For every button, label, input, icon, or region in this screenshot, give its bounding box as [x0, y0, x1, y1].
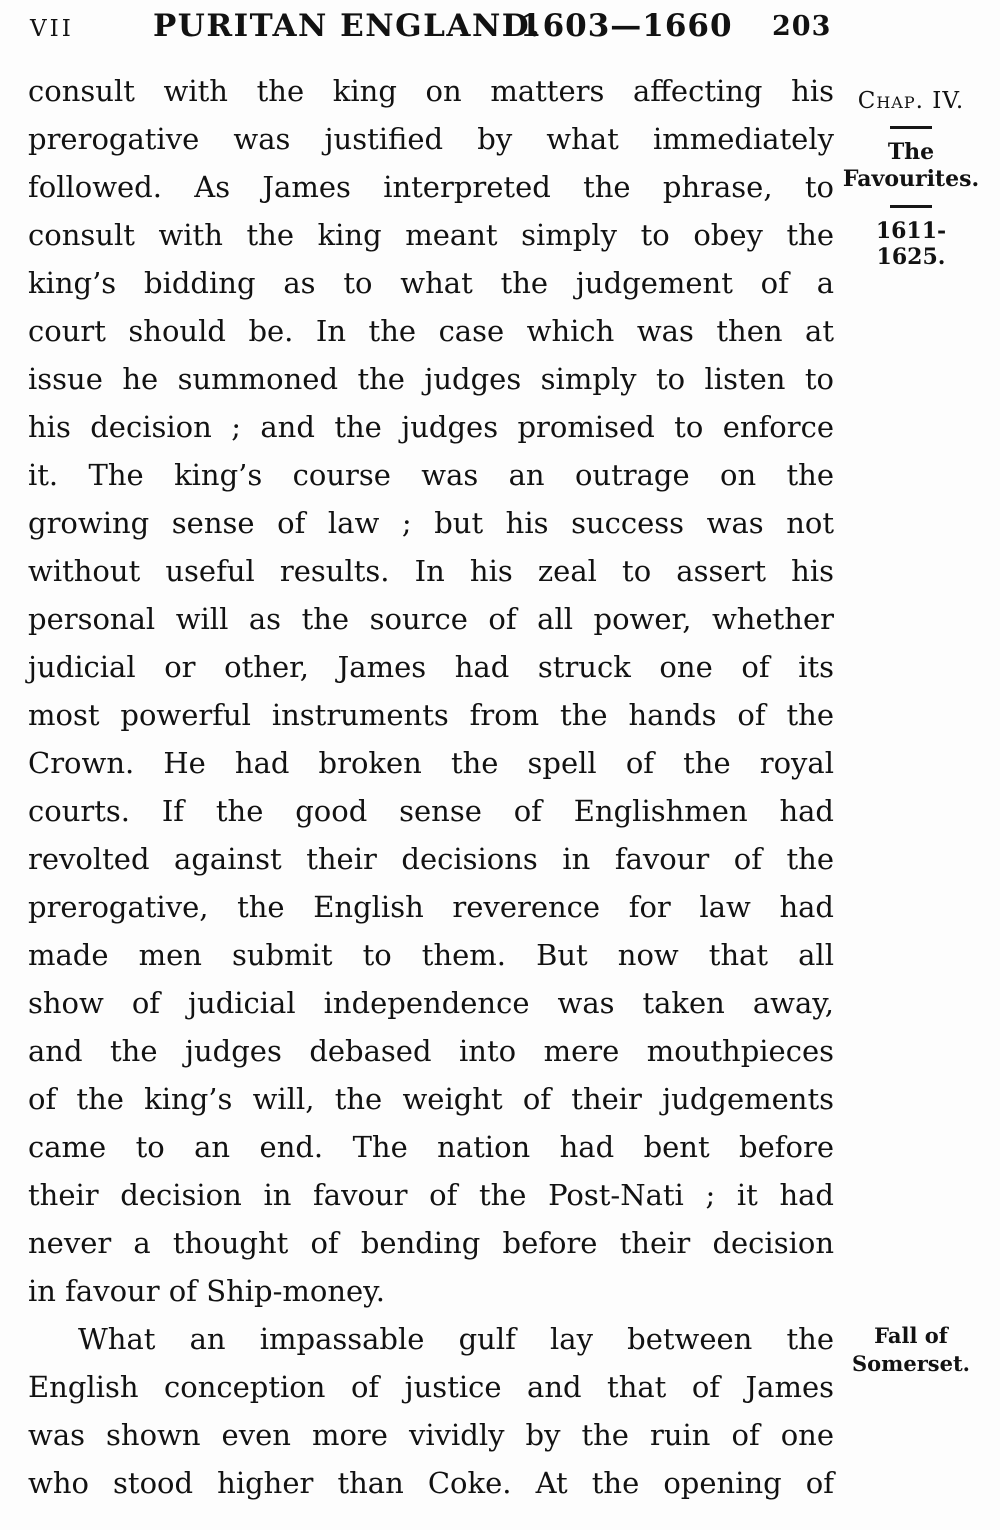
text-line: came to an end. The nation had bent before — [28, 1130, 834, 1164]
text-line: was shown even more vividly by the ruin of one — [28, 1418, 834, 1452]
text-line: show of judicial independence was taken away, — [28, 986, 834, 1020]
margin-note-section: Fall of Somerset. — [851, 1323, 970, 1376]
text-line: English conception of justice and that of James — [28, 1370, 834, 1404]
text-line: consult with the king on matters affecting his — [28, 74, 834, 108]
text-line: never a thought of bending before their decision — [28, 1226, 834, 1260]
text-line: and the judges debased into mere mouthpieces — [28, 1034, 834, 1068]
text-line: who stood higher than Coke. At the opening of — [28, 1466, 834, 1500]
text-line: followed. As James interpreted the phrase, to — [28, 170, 834, 204]
text-line: king’s bidding as to what the judgement of a — [28, 266, 834, 300]
margin-note-chapter — [842, 88, 980, 270]
divider-rule — [890, 126, 932, 129]
text-line: most powerful instruments from the hands of the — [28, 698, 834, 732]
text-line: prerogative was justified by what immediately — [28, 122, 834, 156]
text-line: consult with the king meant simply to obey the — [28, 218, 834, 252]
body-text — [28, 67, 834, 1507]
text-line: judicial or other, James had struck one of its — [28, 650, 834, 684]
chapter-folio: VII — [30, 16, 74, 42]
running-title: PURITAN ENGLAND. — [153, 8, 542, 44]
text-line: without useful results. In his zeal to assert his — [28, 554, 834, 588]
divider-rule — [890, 205, 932, 208]
page-number: 203 — [772, 11, 832, 42]
text-line: in favour of Ship-money. — [28, 1274, 385, 1308]
text-line: it. The king’s course was an outrage on the — [28, 458, 834, 492]
text-line: courts. If the good sense of Englishmen had — [28, 794, 834, 828]
running-date-range: 1603—1660 — [520, 8, 733, 44]
text-line: personal will as the source of all power, whether — [28, 602, 834, 636]
text-line: prerogative, the English reverence for law had — [28, 890, 834, 924]
chapter-title-note: The Favourites. — [842, 139, 980, 192]
text-line: made men submit to them. But now that all — [28, 938, 834, 972]
text-line: his decision ; and the judges promised to enforce — [28, 410, 834, 444]
text-line: What an impassable gulf lay between the — [78, 1322, 834, 1356]
text-line: of the king’s will, the weight of their judgements — [28, 1082, 834, 1116]
text-line: issue he summoned the judges simply to listen to — [28, 362, 834, 396]
text-line: court should be. In the case which was then at — [28, 314, 834, 348]
text-line: their decision in favour of the Post-Nati ; it had — [28, 1178, 834, 1212]
text-line: growing sense of law ; but his success was not — [28, 506, 834, 540]
chapter-label: Chap. IV. — [857, 88, 965, 114]
chapter-years-note: 1611-1625. — [875, 218, 947, 270]
text-line: revolted against their decisions in favour of the — [28, 842, 834, 876]
text-line: Crown. He had broken the spell of the royal — [28, 746, 834, 780]
